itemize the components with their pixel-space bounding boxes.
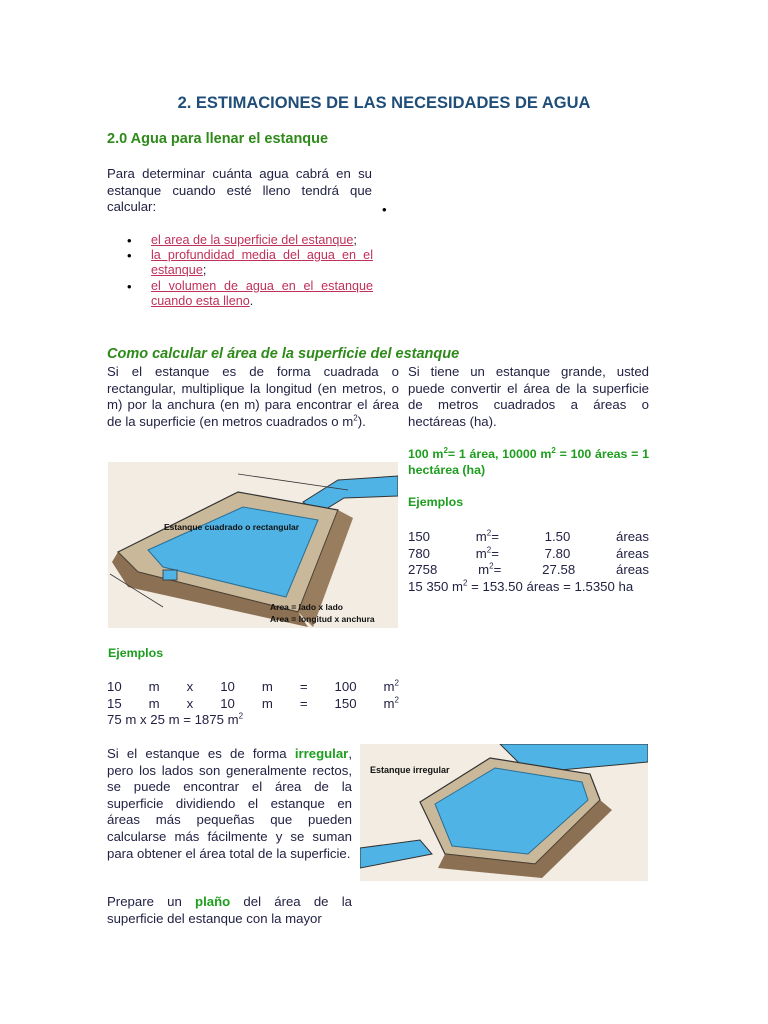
example-row: 15 m x 10 m = 150 $m^2$	[107, 695, 399, 711]
formula-lado: Area = lado x lado	[270, 602, 343, 612]
conversion-rule: 100 $m^2= 1$ área, 10000 $m^2 = 100$ áreas = 1 hectárea (ha)	[408, 445, 649, 478]
irregular-paragraph: Si el estanque es de forma irregular, pero los lados son generalmente rectos, se puede encontrar el área de la superficie dividiendo el estanque en áreas más pequeñas que pueden calcularse más fácilmente y se suman para obtener el área total de la superficie.	[107, 746, 352, 861]
figure-label-irregular: Estanque irregular	[370, 765, 450, 775]
list-item: • el volumen de agua en el estanque cuando esta lleno.	[107, 279, 373, 309]
page-heading: 2. ESTIMACIONES DE LAS NECESIDADES DE AGUA	[177, 94, 591, 112]
section-heading: 2.0 Agua para llenar el estanque	[107, 131, 329, 147]
examples-label-right: Ejemplos	[408, 495, 464, 509]
example-row: 10 m x 10 m = 100 $m^2$	[107, 678, 399, 694]
intro-paragraph: Para determinar cuánta agua cabrá en su estanque cuando esté lleno tendrá que calcular:	[107, 166, 372, 215]
example-row: 150 $m^2=$ 1.50 áreas	[408, 528, 649, 544]
rectangular-pond-figure	[108, 462, 398, 628]
irregular-pond-figure	[360, 744, 648, 881]
formula-longitud: Area = longitud x anchura	[270, 614, 375, 624]
subheading-area: Como calcular el área de la superficie del estanque	[107, 346, 460, 362]
example-row: 15 350 $m^2 = 153.50$ áreas = 1.5350 ha	[408, 578, 634, 594]
calc-list	[107, 233, 373, 309]
convert-paragraph: Si tiene un estanque grande, usted puede convertir el área de la superficie de metros cuadrados a áreas o hectáreas (ha).	[408, 364, 649, 429]
link-volumen-agua[interactable]: el volumen de agua en el estanque cuando esta lleno	[151, 278, 373, 308]
list-item: • la profundidad media del agua en el estanque;	[107, 248, 373, 278]
figure-label-rect: Estanque cuadrado o rectangular	[164, 522, 300, 532]
example-row: 780 $m^2=$ 7.80 áreas	[408, 545, 649, 561]
link-area-superficie[interactable]: el area de la superficie del estanque	[151, 233, 354, 247]
example-row: 75 m x 25 m = 1875 $m^2$	[107, 711, 244, 728]
list-item: • el area de la superficie del estanque;	[107, 233, 373, 248]
rect-area-paragraph: Si el estanque es de forma cuadrada o rectangular, multiplique la longitud (en metros, o m) por la anchura (en m) para encontrar el área de la superficie (en metros cuadrados o $m^2$).	[107, 364, 399, 429]
stray-bullet: •	[382, 202, 387, 217]
examples-label-left: Ejemplos	[108, 646, 164, 660]
right-examples	[408, 529, 649, 595]
left-examples	[107, 679, 399, 729]
example-row: 2758 $m^2=$ 27.58 áreas	[408, 561, 649, 578]
link-profundidad-media[interactable]: la profundidad media del agua en el estanque	[151, 248, 373, 278]
prepare-paragraph: Prepare un plaño del área de la superficie del estanque con la mayor	[107, 894, 352, 926]
